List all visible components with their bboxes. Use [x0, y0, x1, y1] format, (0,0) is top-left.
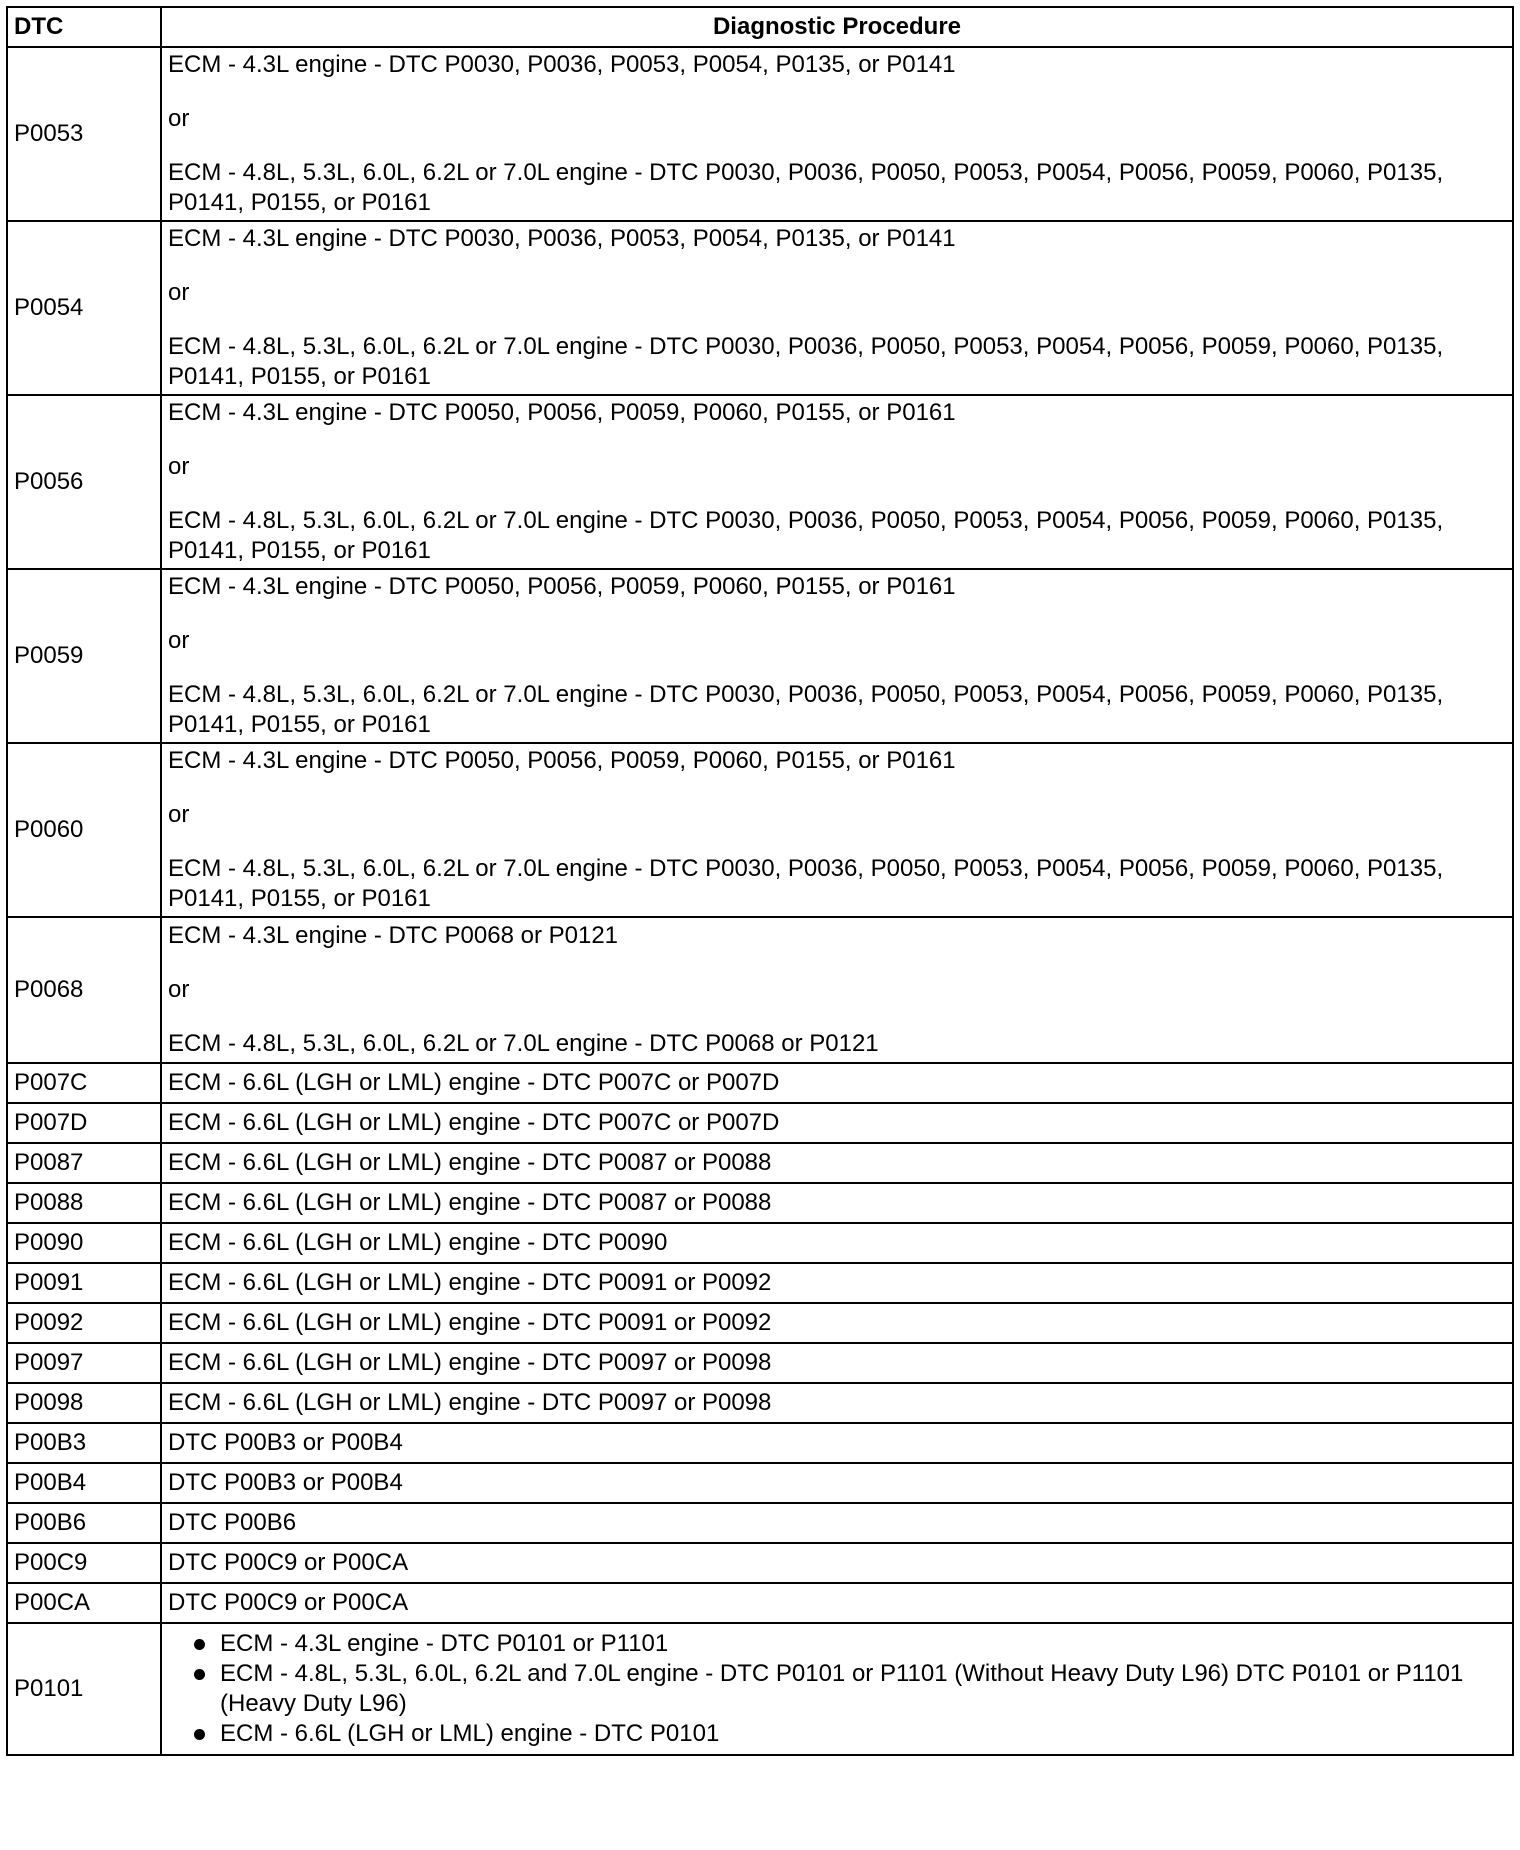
table-row: [7, 1463, 1513, 1503]
dtc-code: P00C9: [7, 1543, 161, 1583]
or-text: or: [168, 627, 190, 654]
table-row: [7, 1583, 1513, 1623]
or-text: or: [168, 976, 190, 1003]
dtc-code: P00B4: [7, 1463, 161, 1503]
procedure-cell: [161, 743, 1513, 917]
dtc-code: P0088: [7, 1183, 161, 1223]
dtc-code: P007D: [7, 1103, 161, 1143]
table-row: [7, 221, 1513, 395]
table-row: [7, 569, 1513, 743]
table-row: [7, 1623, 1513, 1755]
procedure-text: ECM - 6.6L (LGH or LML) engine - DTC P0091 or P0092: [161, 1263, 1513, 1303]
document: [6, 6, 1514, 1756]
procedure-text: ECM - 4.8L, 5.3L, 6.0L, 6.2L or 7.0L engine - DTC P0068 or P0121: [168, 1030, 879, 1057]
procedure-text: ECM - 6.6L (LGH or LML) engine - DTC P0091 or P0092: [161, 1303, 1513, 1343]
procedure-text: ECM - 4.8L, 5.3L, 6.0L, 6.2L or 7.0L engine - DTC P0030, P0036, P0050, P0053, P0054, P0056, P0059, P0060, P0135, P0141, P0155, or P0161: [168, 333, 1444, 390]
procedure-text: ECM - 4.3L engine - DTC P0030, P0036, P0053, P0054, P0135, or P0141: [168, 51, 956, 78]
or-text: or: [168, 453, 190, 480]
procedure-text: ECM - 6.6L (LGH or LML) engine - DTC P007C or P007D: [161, 1103, 1513, 1143]
table-row: [7, 1343, 1513, 1383]
table-row: [7, 1143, 1513, 1183]
dtc-code: P0068: [7, 917, 161, 1063]
dtc-code: P007C: [7, 1063, 161, 1103]
table-row: [7, 1183, 1513, 1223]
procedure-text: ECM - 4.3L engine - DTC P0050, P0056, P0059, P0060, P0155, or P0161: [168, 399, 956, 426]
dtc-code: P0098: [7, 1383, 161, 1423]
procedure-text: DTC P00C9 or P00CA: [161, 1583, 1513, 1623]
procedure-text: ECM - 4.8L, 5.3L, 6.0L, 6.2L or 7.0L engine - DTC P0030, P0036, P0050, P0053, P0054, P0056, P0059, P0060, P0135, P0141, P0155, or P0161: [168, 855, 1444, 912]
bullet-list: [168, 1629, 1506, 1749]
procedure-text: ECM - 4.3L engine - DTC P0030, P0036, P0053, P0054, P0135, or P0141: [168, 225, 956, 252]
dtc-code: P00CA: [7, 1583, 161, 1623]
bullet-item: ECM - 4.8L, 5.3L, 6.0L, 6.2L and 7.0L engine - DTC P0101 or P1101 (Without Heavy Duty L96) DTC P0101 or P1101 (Heavy Duty L96): [194, 1659, 1506, 1719]
procedure-cell: [161, 917, 1513, 1063]
procedure-text: ECM - 4.3L engine - DTC P0068 or P0121: [168, 922, 619, 949]
procedure-text: ECM - 6.6L (LGH or LML) engine - DTC P0087 or P0088: [161, 1143, 1513, 1183]
dtc-code: P0090: [7, 1223, 161, 1263]
dtc-code: P0101: [7, 1623, 161, 1755]
procedure-cell: [161, 395, 1513, 569]
procedure-text: ECM - 4.8L, 5.3L, 6.0L, 6.2L or 7.0L engine - DTC P0030, P0036, P0050, P0053, P0054, P0056, P0059, P0060, P0135, P0141, P0155, or P0161: [168, 159, 1444, 216]
procedure-text: DTC P00B6: [161, 1503, 1513, 1543]
procedure-text: DTC P00C9 or P00CA: [161, 1543, 1513, 1583]
or-text: or: [168, 801, 190, 828]
procedure-cell: [161, 1623, 1513, 1755]
dtc-code: P0060: [7, 743, 161, 917]
or-text: or: [168, 105, 190, 132]
bullet-item: ECM - 6.6L (LGH or LML) engine - DTC P0101: [194, 1719, 1506, 1749]
table-row: [7, 1383, 1513, 1423]
procedure-text: ECM - 6.6L (LGH or LML) engine - DTC P0097 or P0098: [161, 1343, 1513, 1383]
table-row: [7, 1423, 1513, 1463]
table-row: [7, 1263, 1513, 1303]
header-procedure: Diagnostic Procedure: [161, 7, 1513, 47]
dtc-code: P0092: [7, 1303, 161, 1343]
procedure-text: DTC P00B3 or P00B4: [161, 1423, 1513, 1463]
procedure-text: ECM - 4.3L engine - DTC P0050, P0056, P0059, P0060, P0155, or P0161: [168, 573, 956, 600]
procedure-text: ECM - 6.6L (LGH or LML) engine - DTC P0090: [161, 1223, 1513, 1263]
dtc-code: P00B3: [7, 1423, 161, 1463]
table-row: [7, 1063, 1513, 1103]
dtc-code: P0087: [7, 1143, 161, 1183]
bullet-item: ECM - 4.3L engine - DTC P0101 or P1101: [194, 1629, 1506, 1659]
dtc-code: P0053: [7, 47, 161, 221]
procedure-text: ECM - 6.6L (LGH or LML) engine - DTC P0097 or P0098: [161, 1383, 1513, 1423]
dtc-code: P0054: [7, 221, 161, 395]
table-row: [7, 743, 1513, 917]
table-row: [7, 47, 1513, 221]
procedure-text: ECM - 6.6L (LGH or LML) engine - DTC P0087 or P0088: [161, 1183, 1513, 1223]
dtc-code: P0056: [7, 395, 161, 569]
table-row: [7, 395, 1513, 569]
dtc-code: P0059: [7, 569, 161, 743]
table-row: [7, 1503, 1513, 1543]
table-row: [7, 1103, 1513, 1143]
table-row: [7, 917, 1513, 1063]
procedure-text: ECM - 4.8L, 5.3L, 6.0L, 6.2L or 7.0L engine - DTC P0030, P0036, P0050, P0053, P0054, P0056, P0059, P0060, P0135, P0141, P0155, or P0161: [168, 681, 1444, 738]
dtc-code: P0091: [7, 1263, 161, 1303]
header-row: [7, 7, 1513, 47]
table-row: [7, 1303, 1513, 1343]
dtc-code: P0097: [7, 1343, 161, 1383]
procedure-text: ECM - 4.8L, 5.3L, 6.0L, 6.2L or 7.0L engine - DTC P0030, P0036, P0050, P0053, P0054, P0056, P0059, P0060, P0135, P0141, P0155, or P0161: [168, 507, 1444, 564]
dtc-code: P00B6: [7, 1503, 161, 1543]
procedure-cell: [161, 569, 1513, 743]
procedure-text: ECM - 6.6L (LGH or LML) engine - DTC P007C or P007D: [161, 1063, 1513, 1103]
procedure-cell: [161, 221, 1513, 395]
table-row: [7, 1223, 1513, 1263]
procedure-text: DTC P00B3 or P00B4: [161, 1463, 1513, 1503]
procedure-cell: [161, 47, 1513, 221]
table-row: [7, 1543, 1513, 1583]
procedure-text: ECM - 4.3L engine - DTC P0050, P0056, P0059, P0060, P0155, or P0161: [168, 747, 956, 774]
dtc-table: [6, 6, 1514, 1756]
header-dtc: DTC: [7, 7, 161, 47]
or-text: or: [168, 279, 190, 306]
